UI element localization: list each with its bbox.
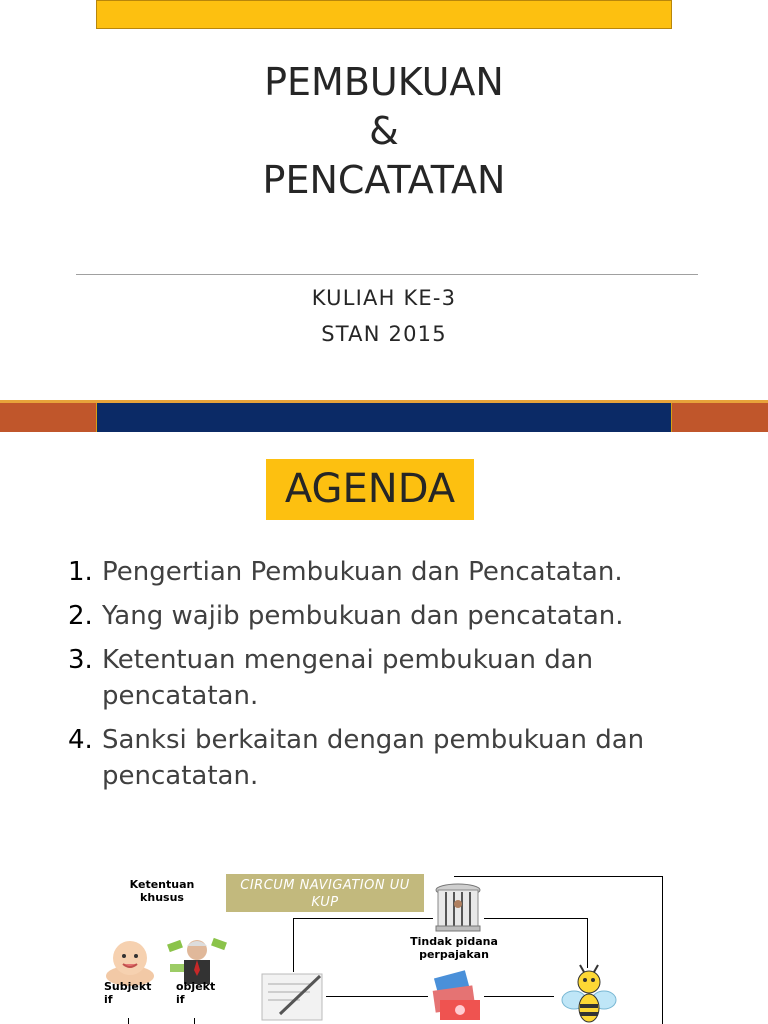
- title-line-3: PENCATATAN: [262, 158, 506, 202]
- connector-line: [293, 918, 294, 972]
- subtitle-line-1: KULIAH KE-3: [311, 286, 457, 310]
- subjektif-label: Subjekt if: [104, 980, 152, 1006]
- slide-separator-navy-band: [96, 403, 672, 432]
- agenda-item-number: 4.: [68, 725, 93, 755]
- agenda-item: [68, 598, 748, 634]
- circum-navigation-slide: [0, 852, 768, 1024]
- connector-line: [194, 1018, 195, 1024]
- connector-line: [128, 1018, 129, 1024]
- agenda-slide: [0, 432, 768, 852]
- slide-title: [0, 58, 768, 205]
- money-icon: [430, 970, 484, 1024]
- agenda-item: [68, 722, 748, 794]
- title-line-1: PEMBUKUAN: [264, 60, 504, 104]
- slide-top-accent-bar: [96, 0, 672, 29]
- connector-line: [662, 876, 663, 1024]
- agenda-item-number: 3.: [68, 645, 93, 675]
- agenda-item: [68, 642, 748, 714]
- connector-line: [293, 918, 433, 919]
- agenda-item-number: 2.: [68, 601, 93, 631]
- baby-icon: [102, 936, 158, 986]
- circum-navigation-title: CIRCUM NAVIGATION UU KUP: [226, 874, 424, 912]
- arrow-line: [484, 996, 554, 997]
- ketentuan-khusus-label: Ketentuan khusus: [129, 878, 195, 904]
- connector-line: [484, 918, 587, 919]
- agenda-list: [68, 554, 748, 802]
- connector-line: [454, 876, 662, 877]
- agenda-item-text: Pengertian Pembukuan dan Pencatatan.: [102, 557, 623, 587]
- title-divider-line: [76, 274, 698, 275]
- arrow-line: [326, 996, 428, 997]
- prison-icon: [432, 882, 484, 932]
- subtitle-line-2: STAN 2015: [321, 322, 447, 346]
- agenda-item-text: Ketentuan mengenai pembukuan dan pencatatan.: [102, 645, 594, 711]
- document-pen-icon: [260, 970, 324, 1022]
- connector-line: [587, 918, 588, 968]
- tindak-pidana-label: Tindak pidana perpajakan: [410, 935, 498, 961]
- agenda-item-text: Sanksi berkaitan dengan pembukuan dan pencatatan.: [102, 725, 645, 791]
- title-slide: [0, 0, 768, 400]
- agenda-item: [68, 554, 748, 590]
- agenda-item-number: 1.: [68, 557, 93, 587]
- bee-mascot-icon: [558, 964, 620, 1024]
- agenda-item-text: Yang wajib pembukuan dan pencatatan.: [102, 601, 624, 631]
- businessman-icon: [166, 934, 228, 984]
- agenda-heading: AGENDA: [266, 459, 474, 520]
- title-line-2: &: [369, 109, 399, 153]
- objektif-label: objekt if: [176, 980, 216, 1006]
